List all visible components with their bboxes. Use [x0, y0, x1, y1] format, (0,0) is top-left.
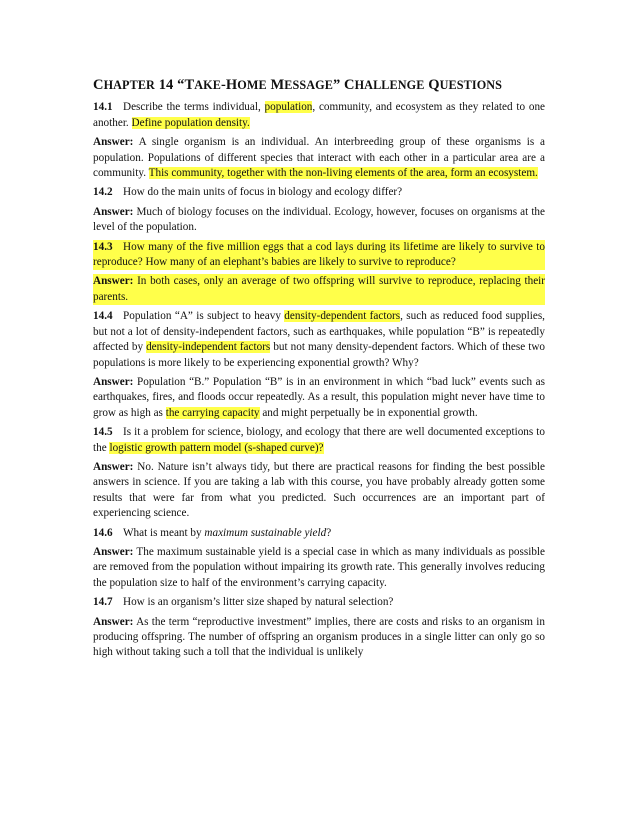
highlight: logistic growth pattern model (s-shaped curve)?	[109, 441, 324, 454]
answer-label: Answer:	[93, 615, 134, 628]
answer-14-2: Answer: Much of biology focuses on the individual. Ecology, however, focuses on organisms at the level of the population.	[93, 205, 545, 234]
document-page	[93, 78, 545, 665]
question-number: 14.7	[93, 596, 113, 609]
chapter-title: CHAPTER 14 “TAKE-HOME MESSAGE” CHALLENGE QUESTIONS	[93, 77, 503, 93]
answer-label: Answer:	[93, 136, 134, 149]
answer-14-7: Answer: As the term “reproductive investment” implies, there are costs and risks to an organism in producing offspring. The number of offspring an organism produces in a single litter can only go so high without taking such a toll that the individual is unlikely	[93, 615, 545, 659]
question-number: 14.3	[93, 240, 113, 253]
answer-14-6: Answer: The maximum sustainable yield is a special case in which as many individuals as possible are removed from the population without impairing its growth rate. This generally involves reducing the population size to half of the environment’s carrying capacity.	[93, 545, 545, 589]
answer-14-5: Answer: No. Nature isn’t always tidy, but there are practical reasons for finding the best possible answers in science. If you are taking a lab with this course, you have probably already gotten some results that were far from what you predicted. Such occurrences are an important part of experiencing science.	[93, 460, 545, 520]
question-14-2: 14.2 How do the main units of focus in biology and ecology differ?	[93, 185, 545, 200]
question-number: 14.1	[93, 101, 113, 114]
highlight: Define population density.	[131, 116, 250, 129]
answer-14-4: Answer: Population “B.” Population “B” is in an environment in which “bad luck” events such as earthquakes, fires, and floods occur repeatedly. As a result, this population might never have time to grow as high as the carrying capacity and might perpetually be in exponential growth.	[93, 375, 545, 419]
answer-label: Answer:	[93, 545, 134, 558]
question-14-3: 14.3 How many of the five million eggs that a cod lays during its lifetime are likely to survive to reproduce? How many of an elephant’s babies are likely to survive to reproduce?	[93, 240, 545, 271]
question-number: 14.4	[93, 310, 113, 323]
answer-label: Answer:	[93, 205, 134, 218]
question-14-4: 14.4 Population “A” is subject to heavy density-dependent factors, such as reduced food supplies, but not a lot of density-independent factors, such as earthquakes, while population “B” is repeatedly affected by density-independent factors but not many density-dependent factors. Which of these two populations is more likely to be experiencing exponential growth? Why?	[93, 310, 546, 369]
answer-label: Answer:	[93, 375, 134, 388]
highlight: population	[264, 101, 313, 114]
question-14-1: 14.1 Describe the terms individual, population, community, and ecosystem as they related to one another. Define population density.	[93, 101, 545, 129]
answer-14-1: Answer: A single organism is an individual. An interbreeding group of these organisms is a population. Populations of different species that interact with each other in a particular area are a community. This community, together with the non-living elements of the area, form an ecosystem.	[93, 136, 545, 180]
highlight: density-dependent factors	[284, 310, 401, 323]
question-14-5: 14.5 Is it a problem for science, biology, and ecology that there are well documented exceptions to the logistic growth pattern model (s-shaped curve)?	[93, 426, 545, 454]
question-number: 14.2	[93, 186, 113, 199]
highlight: density-independent factors	[146, 341, 271, 354]
question-number: 14.6	[93, 526, 113, 539]
question-14-6: 14.6 What is meant by maximum sustainable yield?	[93, 526, 545, 541]
question-number: 14.5	[93, 426, 113, 439]
answer-14-3: Answer: In both cases, only an average of two offspring will survive to reproduce, replacing their parents.	[93, 274, 545, 305]
highlight: This community, together with the non-living elements of the area, form an ecosystem.	[148, 167, 538, 180]
question-14-7: 14.7 How is an organism’s litter size shaped by natural selection?	[93, 595, 545, 610]
highlight: the carrying capacity	[165, 406, 260, 419]
answer-label: Answer:	[93, 275, 134, 288]
answer-label: Answer:	[93, 460, 134, 473]
